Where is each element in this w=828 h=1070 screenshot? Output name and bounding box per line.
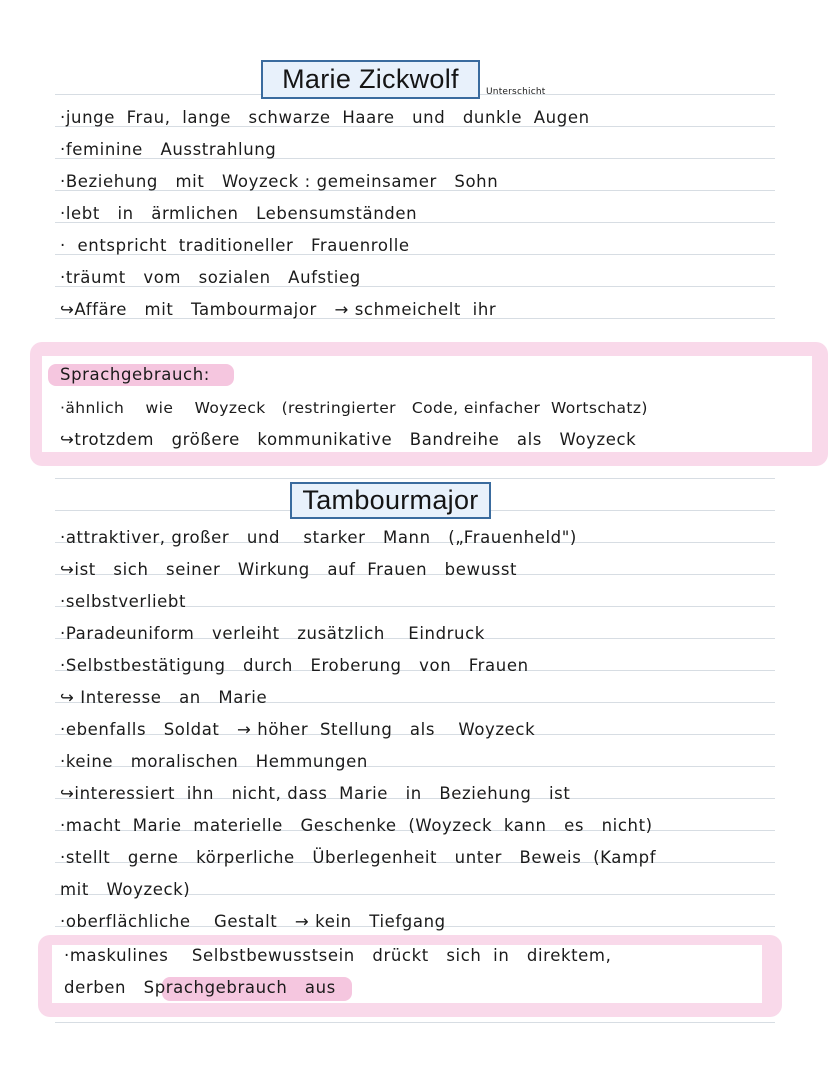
note-line: ↪trotzdem größere kommunikative Bandreihe als Woyzeck: [60, 430, 637, 449]
note-line: ·träumt vom sozialen Aufstieg: [60, 268, 361, 287]
note-line: ·keine moralischen Hemmungen: [60, 752, 368, 771]
note-line: ·ebenfalls Soldat → höher Stellung als Woyzeck: [60, 720, 536, 739]
note-line: mit Woyzeck): [60, 880, 191, 899]
page-title-tambourmajor: Tambourmajor: [290, 482, 491, 519]
note-line: ·Selbstbestätigung durch Eroberung von Frauen: [60, 656, 529, 675]
note-line: ·feminine Ausstrahlung: [60, 140, 277, 159]
note-line: ·junge Frau, lange schwarze Haare und dunkle Augen: [60, 108, 590, 127]
note-line: ↪ Interesse an Marie: [60, 688, 268, 707]
note-line: ·stellt gerne körperliche Überlegenheit unter Beweis (Kampf: [60, 848, 657, 867]
page-title-marie: Marie Zickwolf: [261, 60, 480, 99]
note-line: ↪interessiert ihn nicht, dass Marie in Beziehung ist: [60, 784, 571, 803]
note-line: ·attraktiver, großer und starker Mann („Frauenheld"): [60, 528, 577, 547]
note-line: ·lebt in ärmlichen Lebensumständen: [60, 204, 418, 223]
note-line: ·Paradeuniform verleiht zusätzlich Eindruck: [60, 624, 485, 643]
note-line: ·ähnlich wie Woyzeck (restringierter Code, einfacher Wortschatz): [60, 399, 648, 417]
sprachgebrauch-heading: Sprachgebrauch:: [60, 365, 210, 384]
note-line: ↪ist sich seiner Wirkung auf Frauen bewusst: [60, 560, 518, 579]
note-line: · entspricht traditioneller Frauenrolle: [60, 236, 410, 255]
note-line: ·macht Marie materielle Geschenke (Woyzeck kann es nicht): [60, 816, 653, 835]
ruled-line: [55, 1022, 775, 1023]
ruled-line: [55, 478, 775, 479]
note-line: ↪Affäre mit Tambourmajor → schmeichelt ihr: [60, 300, 497, 319]
note-line: ·Beziehung mit Woyzeck : gemeinsamer Sohn: [60, 172, 499, 191]
title-annotation: Unterschicht: [486, 87, 546, 97]
note-line: derben Sprachgebrauch aus: [64, 978, 336, 997]
note-line: ·oberflächliche Gestalt → kein Tiefgang: [60, 912, 446, 931]
note-line: ·selbstverliebt: [60, 592, 187, 611]
note-line: ·maskulines Selbstbewusstsein drückt sich in direktem,: [64, 946, 612, 965]
